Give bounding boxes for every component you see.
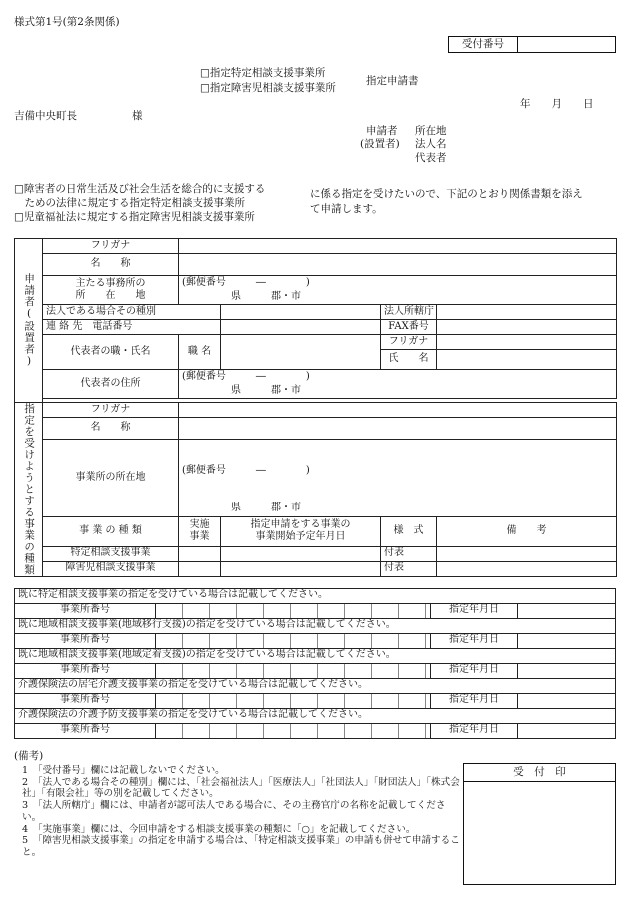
form-cell: 付表	[381, 561, 437, 576]
intro-text-2: て申請します。	[310, 203, 383, 215]
law1-line1[interactable]: □障害者の日常生活及び社会生活を総合的に支援する	[14, 183, 266, 195]
corp-office-label: 法人所轄庁	[381, 305, 437, 320]
designated-input[interactable]	[518, 664, 615, 678]
designated-label: 指定年月日	[431, 604, 518, 618]
existing-heading: 介護保険法の居宅介護支援事業の指定を受けている場合は記載してください。	[15, 679, 615, 694]
existing-block	[14, 618, 616, 648]
biz-furigana-input[interactable]	[179, 403, 617, 418]
name-input[interactable]	[179, 254, 617, 276]
designated-input[interactable]	[518, 604, 615, 618]
checkbox-child-office[interactable]: □指定障害児相談支援事業所	[200, 82, 336, 94]
corp-type-input[interactable]	[221, 305, 381, 320]
implement-cell[interactable]	[179, 561, 221, 576]
law1-line2: ための法律に規定する指定特定相談支援事業所	[14, 197, 245, 209]
office-no-label: 事業所番号	[15, 694, 156, 708]
existing-block	[14, 678, 616, 708]
representative-label: 代表者	[415, 152, 447, 164]
existing-heading: 既に特定相談支援事業の指定を受けている場合は記載してください。	[15, 589, 615, 604]
person-name-input[interactable]	[437, 350, 617, 370]
address-label: 所在地	[415, 125, 447, 137]
corp-office-input[interactable]	[437, 305, 617, 320]
biz-postal[interactable]: (郵便番号 ― )	[179, 440, 617, 502]
fax-input[interactable]	[437, 320, 617, 335]
designated-input[interactable]	[518, 694, 615, 708]
business-row-name: 障害児相談支援事業	[43, 561, 179, 576]
biz-name-label: 名 称	[43, 418, 179, 440]
designated-label: 指定年月日	[431, 724, 518, 738]
post-label: 職 名	[179, 335, 221, 370]
notes-list	[22, 765, 460, 859]
rep-address-pref[interactable]: 県 郡・市	[179, 384, 617, 399]
phone-input[interactable]	[221, 320, 381, 335]
main-office-label: 主たる事務所の 所 在 地	[43, 276, 179, 305]
remarks-header: 備 考	[437, 516, 617, 546]
office-no-input[interactable]	[156, 694, 431, 708]
corp-name-label: 法人名	[415, 138, 447, 150]
furigana-label: フリガナ	[43, 239, 179, 254]
remarks-cell[interactable]	[437, 546, 617, 561]
receipt-stamp-box	[463, 763, 616, 885]
applicant-label: 申請者	[366, 125, 398, 137]
business-row-name: 特定相談支援事業	[43, 546, 179, 561]
start-date-header: 指定申請をする事業の 事業開始予定年月日	[221, 516, 381, 546]
corp-type-label: 法人である場合その種別	[43, 305, 221, 320]
designated-input[interactable]	[518, 724, 615, 738]
furigana-input[interactable]	[179, 239, 617, 254]
document-title: 指定申請書	[366, 75, 419, 87]
note-item: 2 「法人である場合その種別」欄には、「社会福祉法人」「医療法人」「社団法人」「財団法人」「株式会社」「有限会社」等の別を記載してください。	[22, 776, 460, 800]
rep-address-label: 代表者の住所	[43, 370, 179, 399]
main-office-pref[interactable]: 県 郡・市	[179, 290, 617, 305]
note-item: 3 「法人所轄庁」欄には、申請者が認可法人である場合に、その主務官庁の名称を記載してください。	[22, 800, 446, 823]
start-date-cell[interactable]	[221, 546, 381, 561]
biz-pref[interactable]: 県 郡・市	[179, 502, 617, 517]
post-input[interactable]	[221, 335, 381, 370]
start-date-cell[interactable]	[221, 561, 381, 576]
fax-label: FAX番号	[381, 320, 437, 335]
date-field[interactable]: 年 月 日	[520, 98, 594, 110]
implement-header: 実施 事業	[179, 516, 221, 546]
law2[interactable]: □児童福祉法に規定する指定障害児相談支援事業所	[14, 211, 255, 223]
rep-address-postal[interactable]: (郵便番号 ― )	[179, 370, 617, 385]
addressee: 吉備中央町長	[14, 110, 77, 122]
checkbox-specific-office[interactable]: □指定特定相談支援事業所	[200, 67, 326, 79]
receipt-number-label: 受付番号	[449, 37, 518, 52]
existing-block	[14, 588, 616, 618]
implement-cell[interactable]	[179, 546, 221, 561]
designated-label: 指定年月日	[431, 664, 518, 678]
office-no-input[interactable]	[156, 724, 431, 738]
notes-title: (備考)	[14, 750, 44, 762]
existing-heading: 介護保険法の介護予防支援事業の指定を受けている場合は記載してください。	[15, 709, 615, 724]
honorific: 様	[132, 110, 143, 122]
receipt-number-box[interactable]	[448, 36, 616, 53]
note-item: 5 「障害児相談支援事業」の指定を申請する場合は、「特定相談支援事業」の申請も併せて申請すること。	[22, 835, 460, 858]
biz-name-input[interactable]	[179, 418, 617, 440]
intro-text-1: に係る指定を受けたいので、下記のとおり関係書類を添え	[310, 188, 583, 200]
office-no-label: 事業所番号	[15, 634, 156, 648]
biz-furigana-label: フリガナ	[43, 403, 179, 418]
existing-designations	[14, 588, 616, 739]
application-table	[14, 238, 617, 577]
office-no-input[interactable]	[156, 634, 431, 648]
existing-block	[14, 648, 616, 678]
existing-heading: 既に地域相談支援事業(地域移行支援)の指定を受けている場合は記載してください。	[15, 619, 615, 634]
biz-location-label: 事業所の所在地	[43, 440, 179, 517]
form-cell: 付表	[381, 546, 437, 561]
rep-furigana-label: フリガナ	[381, 335, 437, 350]
designated-label: 指定年月日	[431, 634, 518, 648]
office-no-input[interactable]	[156, 604, 431, 618]
remarks-cell[interactable]	[437, 561, 617, 576]
main-office-postal[interactable]: (郵便番号 ― )	[179, 276, 617, 291]
office-no-label: 事業所番号	[15, 604, 156, 618]
form-number: 様式第1号(第2条関係)	[14, 16, 120, 28]
form-header: 様 式	[381, 516, 437, 546]
rep-furigana-input[interactable]	[437, 335, 617, 350]
person-name-label: 氏 名	[381, 350, 437, 370]
applicant-sub-label: (設置者)	[360, 138, 400, 150]
office-no-label: 事業所番号	[15, 724, 156, 738]
business-side-cell: 指定を受けようとする事業の種類	[15, 403, 43, 577]
receipt-stamp-label: 受 付 印	[464, 764, 615, 782]
office-no-label: 事業所番号	[15, 664, 156, 678]
applicant-side-cell: 申請者(設置者)	[15, 239, 43, 403]
note-item: 4 「実施事業」欄には、今回申請をする相談支援事業の種類に「○」を記載してください。	[22, 823, 416, 835]
existing-block	[14, 708, 616, 739]
rep-title-name-label: 代表者の職・氏名	[43, 335, 179, 370]
designated-label: 指定年月日	[431, 694, 518, 708]
name-label: 名 称	[43, 254, 179, 276]
office-no-input[interactable]	[156, 664, 431, 678]
designated-input[interactable]	[518, 634, 615, 648]
note-item: 1 「受付番号」欄には記載しないでください。	[22, 765, 225, 776]
contact-label: 連 絡 先 電話番号	[43, 320, 221, 335]
existing-heading: 既に地域相談支援事業(地域定着支援)の指定を受けている場合は記載してください。	[15, 649, 615, 664]
business-type-header: 事 業 の 種 類	[43, 516, 179, 546]
